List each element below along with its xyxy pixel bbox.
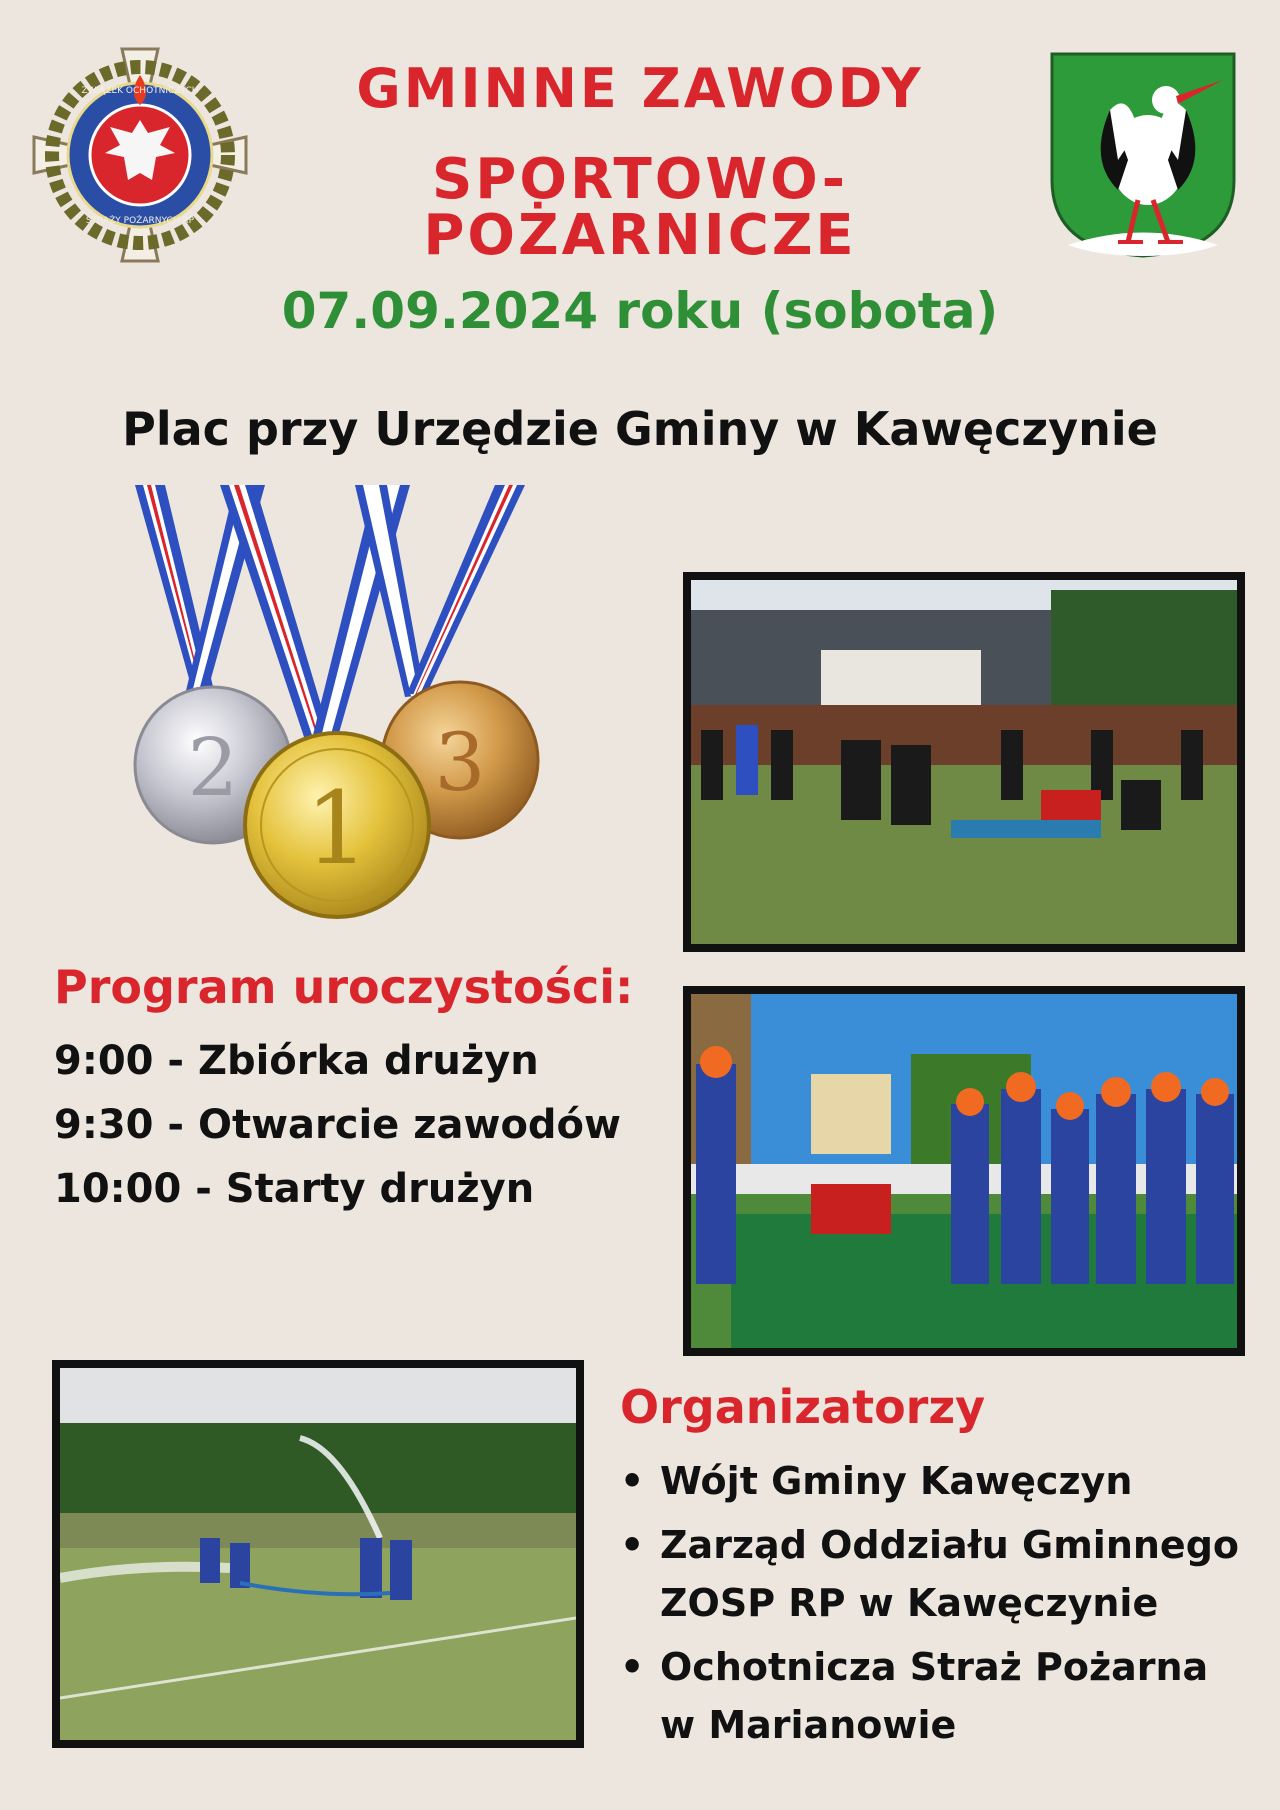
photo-water-spray	[52, 1360, 584, 1748]
medals-illustration	[125, 485, 545, 935]
organizer-bullet: •	[620, 1523, 645, 1567]
title-line1: GMINNE ZAWODY	[356, 57, 924, 120]
bronze-medal-number: 3	[434, 716, 486, 809]
program-heading: Program uroczystości:	[54, 960, 634, 1014]
organizer-item: Ochotnicza Straż Pożarna	[660, 1645, 1209, 1689]
title-line2: SPORTOWO-POŻARNICZE	[423, 147, 857, 268]
emblem-text-top: ZWIĄZEK OCHOTNICZYCH	[81, 86, 199, 96]
organizer-bullet: •	[620, 1645, 645, 1689]
program-item: 9:30 - Otwarcie zawodów	[54, 1102, 621, 1148]
gold-medal-number: 1	[305, 770, 369, 887]
stork-coat-of-arms	[1048, 50, 1238, 260]
organizers-heading: Organizatorzy	[620, 1380, 986, 1434]
organizer-item: Zarząd Oddziału Gminnego	[660, 1523, 1239, 1567]
organizer-item-cont: w Marianowie	[660, 1703, 957, 1747]
organizer-item: Wójt Gminy Kawęczyn	[660, 1459, 1133, 1503]
event-venue: Plac przy Urzędzie Gminy w Kawęczynie	[122, 402, 1158, 456]
firefighters-emblem	[30, 45, 250, 265]
program-item: 9:00 - Zbiórka drużyn	[54, 1038, 539, 1084]
program-item: 10:00 - Starty drużyn	[54, 1166, 535, 1212]
organizer-bullet: •	[620, 1459, 645, 1503]
photo-youth-team	[683, 986, 1245, 1356]
silver-medal-number: 2	[187, 721, 239, 814]
photo-pump-team	[683, 572, 1245, 952]
organizer-item-cont: ZOSP RP w Kawęczynie	[660, 1581, 1159, 1625]
emblem-text-bottom: STRAŻY POŻARNYCH RP	[85, 216, 195, 226]
event-date: 07.09.2024 roku (sobota)	[281, 282, 999, 340]
